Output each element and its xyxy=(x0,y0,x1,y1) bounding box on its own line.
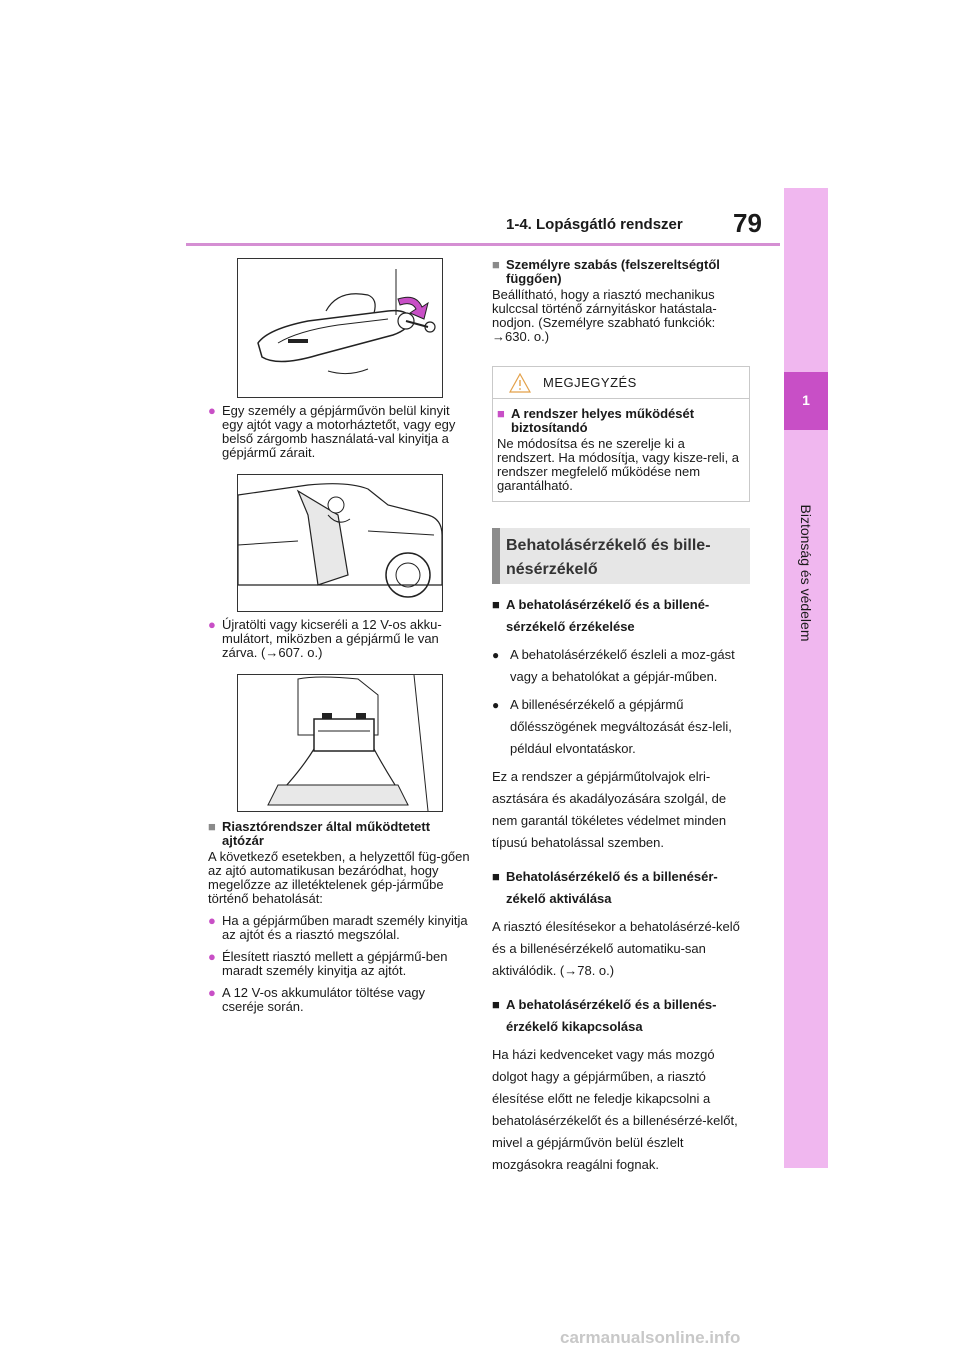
paragraph: Ha házi kedvenceket vagy más mozgó dolgot hagy a gépjárműben, a riasztó élesítése előtt ne feledje kikapcsolni a behatolásérzékelőt és a billenésérzé-kelőt, mivel a gépjárművön belül észlelt mozgásokra reagálni fognak. xyxy=(492,1047,738,1172)
list-item xyxy=(208,404,470,460)
note-box xyxy=(492,366,750,502)
chapter-label: Biztonság és védelem xyxy=(798,504,814,642)
section-header: 1-4. Lopásgátló rendszer xyxy=(506,216,683,233)
bullet-text: A billenésérzékelő a gépjármű dőlésszögének megváltozását ész-leli, például elvontatáskor. xyxy=(510,697,732,756)
square-bullet-icon: ■ xyxy=(208,819,216,834)
subsection-heading xyxy=(492,994,752,1038)
note-title: MEGJEGYZÉS xyxy=(543,375,637,390)
heading-text: A behatolásérzékelő és a billenés-érzékelő kikapcsolása xyxy=(506,997,717,1034)
heading-text: A behatolásérzékelő és a billené-sérzékelő érzékelése xyxy=(506,597,710,634)
square-bullet-icon: ■ xyxy=(492,257,500,272)
header-rule xyxy=(186,243,780,246)
chapter-number: 1 xyxy=(802,392,810,408)
left-column xyxy=(208,258,470,1014)
paragraph: A következő esetekben, a helyzettől füg-gően az ajtó automatikusan bezáródhat, hogy megelőzze az illetéktelenek gép-járműbe történő behatolását: xyxy=(208,849,470,906)
watermark: carmanualsonline.info xyxy=(560,1328,741,1347)
bullet-text: Élesített riasztó mellett a gépjármű-ben maradt személy kinyitja az ajtót. xyxy=(222,949,448,978)
section-title-bar xyxy=(492,528,500,584)
note-header xyxy=(493,367,749,399)
bullet-text: Egy személy a gépjárművön belül kinyit egy ajtót vagy a motorháztetőt, vagy egy belső zárgomb használatá-val kinyitja a gépjármű zárait. xyxy=(222,403,456,460)
note-subheading xyxy=(497,407,743,435)
subsection-heading xyxy=(492,258,752,286)
note-body xyxy=(493,399,749,501)
paragraph: Ez a rendszer a gépjárműtolvajok elri-asztására és akadályozására szolgál, de nem garantál tökéletes védelmet minden típusú behatolással szemben. xyxy=(492,769,727,850)
battery-icon xyxy=(238,675,442,811)
bullet-dot-icon: ● xyxy=(492,648,500,662)
bullet-dot-icon: ● xyxy=(208,403,216,418)
open-car-door-illustration xyxy=(237,474,443,612)
section-title-text: Behatolásérzékelő és bille-nésérzékelő xyxy=(506,537,711,578)
list-item xyxy=(492,644,752,688)
bullet-dot-icon: ● xyxy=(208,949,216,964)
section-title xyxy=(492,528,750,584)
square-bullet-icon: ■ xyxy=(492,997,500,1012)
heading-text: Behatolásérzékelő és a billenésér-zékelő aktiválása xyxy=(506,869,718,906)
door-handle-key-icon xyxy=(238,259,442,397)
paragraph: A riasztó élesítésekor a behatolásérzé-kelő és a billenésérzékelő automatiku-san aktiválódik. (→78. o.) xyxy=(492,919,740,978)
page-number: 79 xyxy=(733,208,762,238)
square-bullet-icon: ■ xyxy=(497,406,505,421)
bullet-dot-icon: ● xyxy=(208,617,216,632)
bullet-text: Újratölti vagy kicseréli a 12 V-os akku-mulátort, miközben a gépjármű le van zárva. (→607. o.) xyxy=(222,617,442,660)
subsection-heading xyxy=(492,594,752,638)
bullet-dot-icon: ● xyxy=(208,985,216,1000)
list-item xyxy=(492,694,752,760)
list-item xyxy=(208,618,470,660)
square-bullet-icon: ■ xyxy=(492,597,500,612)
battery-replacement-illustration xyxy=(237,674,443,812)
bullet-dot-icon: ● xyxy=(492,698,500,712)
bullet-text: A 12 V-os akkumulátor töltése vagy cseréje során. xyxy=(222,985,426,1014)
square-bullet-icon: ■ xyxy=(492,869,500,884)
bullet-dot-icon: ● xyxy=(208,913,216,928)
list-item xyxy=(208,986,470,1014)
paragraph: Beállítható, hogy a riasztó mechanikus kulccsal történő zárnyitáskor hatástala-nodjon. (Személyre szabható funkciók: →630. o.) xyxy=(492,287,717,344)
right-column xyxy=(492,258,752,1176)
bullet-text: Ha a gépjárműben maradt személy kinyitja az ajtót és a riasztó megszólal. xyxy=(222,913,468,942)
heading-text: Riasztórendszer által működtetett ajtózár xyxy=(222,819,431,848)
chapter-side-tab xyxy=(784,188,828,1168)
list-item xyxy=(208,914,470,942)
note-subheading-text: A rendszer helyes működését biztosítandó xyxy=(511,406,695,435)
list-item xyxy=(208,950,470,978)
subsection-heading xyxy=(492,866,752,910)
note-text: Ne módosítsa és ne szerelje ki a rendszert. Ha módosítja, vagy kisze-reli, a rendszer megfelelő működése nem garantálható. xyxy=(497,436,740,493)
warning-triangle-icon xyxy=(509,373,531,393)
heading-text: Személyre szabás (felszereltségtől függően) xyxy=(506,257,720,286)
door-handle-key-illustration xyxy=(237,258,443,398)
section-content xyxy=(492,594,752,1176)
subsection-heading xyxy=(208,820,470,848)
bullet-text: A behatolásérzékelő észleli a moz-gást vagy a behatolókat a gépjár-műben. xyxy=(510,647,735,684)
open-car-door-icon xyxy=(238,475,442,611)
